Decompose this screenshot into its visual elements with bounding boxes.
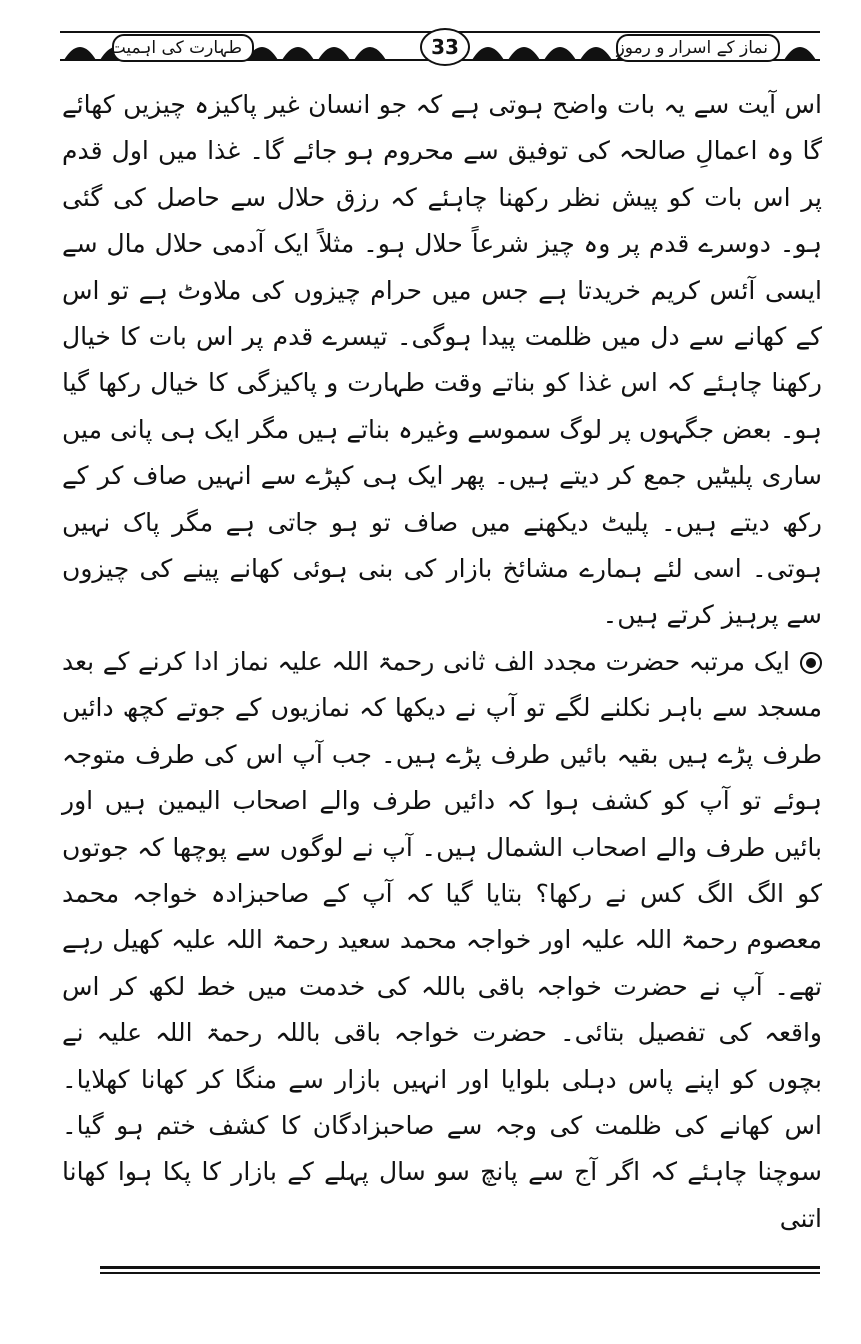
footer-rule	[100, 1266, 820, 1276]
paragraph	[62, 639, 822, 1242]
bullet-icon	[800, 652, 822, 674]
paragraph-text: ایک مرتبہ حضرت مجدد الف ثانی رحمۃ اللہ علیہ نماز ادا کرنے کے بعد مسجد سے باہر نکلنے لگے تو آپ نے دیکھا کہ نمازیوں کے جوتے کچھ دائیں طرف پڑے ہیں بقیہ بائیں طرف پڑے ہیں۔ جب آپ اس کی طرف متوجہ ہوئے تو آپ کو کشف ہوا کہ دائیں طرف والے اصحاب الیمین ہیں اور بائیں طرف والے اصحاب الشمال ہیں۔ آپ نے لوگوں سے پوچھا کہ جوتوں کو الگ الگ کس نے رکھا؟ بتایا گیا کہ آپ کے صاحبزادہ خواجہ محمد معصوم رحمۃ اللہ علیہ اور خواجہ محمد سعید رحمۃ اللہ علیہ کھیل رہے تھے۔ آپ نے حضرت خواجہ باقی باللہ کی خدمت میں خط لکھ کر اس واقعہ کی تفصیل بتائی۔ حضرت خواجہ باقی باللہ رحمۃ اللہ علیہ نے بچوں کو اپنے پاس دہلی بلوایا اور انہیں بازار سے منگا کر کھانا کھلایا۔ اس کھانے کی ظلمت کی وجہ سے صاحبزادگان کا کشف ختم ہو گیا۔ سوچنا چاہئے کہ اگر آج سے پانچ سو سال پہلے کے بازار کا پکا ہوا کھانا اتنی	[62, 646, 822, 1233]
chapter-title: طہارت کی اہمیت	[112, 34, 254, 62]
page-header	[60, 26, 820, 66]
book-title: نماز کے اسرار و رموز	[616, 34, 780, 62]
paragraph: اس آیت سے یہ بات واضح ہوتی ہے کہ جو انسان غیر پاکیزہ چیزیں کھائے گا وہ اعمالِ صالحہ کی توفیق سے محروم ہو جائے گا۔ غذا میں اول قدم پر اس بات کو پیش نظر رکھنا چاہئے کہ رزق حلال سے حاصل کی گئی ہو۔ دوسرے قدم پر وہ چیز شرعاً حلال ہو۔ مثلاً ایک آدمی حلال مال سے ایسی آئس کریم خریدتا ہے جس میں حرام چیزوں کی ملاوٹ ہے تو اس کے کھانے سے دل میں ظلمت پیدا ہوگی۔ تیسرے قدم پر اس بات کا خیال رکھنا چاہئے کہ اس غذا کو بناتے وقت طہارت و پاکیزگی کا خیال رکھا گیا ہو۔ بعض جگہوں پر لوگ سموسے وغیرہ بناتے ہیں مگر ایک ہی پانی میں ساری پلیٹیں جمع کر دیتے ہیں۔ پھر ایک ہی کپڑے سے انہیں صاف کر کے رکھ دیتے ہیں۔ پلیٹ دیکھنے میں صاف تو ہو جاتی ہے مگر پاک نہیں ہوتی۔ اسی لئے ہمارے مشائخ بازار کی بنی ہوئی کھانے پینے کی چیزوں سے پرہیز کرتے ہیں۔	[62, 90, 822, 630]
page-body	[62, 82, 822, 1242]
page-number: 33	[420, 28, 470, 66]
